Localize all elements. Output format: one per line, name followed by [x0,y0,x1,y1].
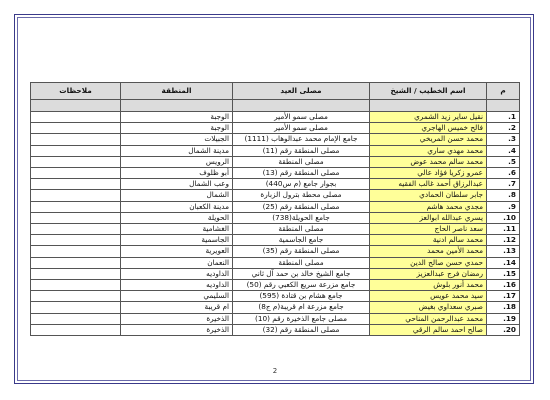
row-number-cell: 18. [487,302,520,313]
header-region: المنطقة [121,83,233,100]
notes-cell [31,313,121,324]
notes-cell [31,268,121,279]
notes-cell [31,291,121,302]
row-number-cell: 19. [487,313,520,324]
notes-cell [31,112,121,123]
table-row [31,235,520,246]
row-number-cell: 8. [487,190,520,201]
table-row [31,156,520,167]
eid-prayer-place-cell: بجوار جامع (م س440) [233,179,370,190]
table-row [31,324,520,335]
eid-prayer-place-cell: مصلى جامع الذخيرة رقم (10) [233,313,370,324]
table-row [31,246,520,257]
notes-cell [31,302,121,313]
eid-prayer-place-cell: مصلى المنطقة رقم (32) [233,324,370,335]
preacher-name-cell: عبدالرزاق أحمد غالب الفقيه [370,179,487,190]
preacher-name-cell: صبري سعداوي بغيض [370,302,487,313]
preacher-name-cell: محمد مهدي ساري [370,145,487,156]
preacher-name-cell: يسري عبدالله ابوالعز [370,212,487,223]
row-number-cell: 12. [487,235,520,246]
region-cell: النعمان [121,257,233,268]
row-number-cell: 4. [487,145,520,156]
table-row [31,212,520,223]
region-cell: الجبيلات [121,134,233,145]
preacher-name-cell: سعد ناصر الحاج [370,224,487,235]
subheader-cell [31,100,121,112]
eid-prayer-place-cell: مصلى المنطقة رقم (11) [233,145,370,156]
eid-prayer-place-cell: جامع مزرعة سريع الكعبي رقم (50) [233,280,370,291]
row-number-cell: 1. [487,112,520,123]
region-cell: الغشامية [121,224,233,235]
row-number-cell: 3. [487,134,520,145]
table-row [31,201,520,212]
eid-prayer-place-cell: مصلى محطة بترول الزبارة [233,190,370,201]
region-cell: الذخيرة [121,324,233,335]
preacher-name-cell: جابر سلطان الحمادي [370,190,487,201]
subheader-cell [121,100,233,112]
subheader-cell [370,100,487,112]
table-row [31,145,520,156]
row-number-cell: 7. [487,179,520,190]
region-cell: الذخيرة [121,313,233,324]
preacher-name-cell: حمدي حسن صالح الدين [370,257,487,268]
header-name: اسم الخطيب / الشيخ [370,83,487,100]
region-cell: الرويس [121,156,233,167]
table-row [31,291,520,302]
preachers-table [30,82,520,336]
row-number-cell: 20. [487,324,520,335]
eid-prayer-place-cell: جامع الحويلة(738) [233,212,370,223]
preacher-name-cell: عمرو زكريا فؤاد عالي [370,168,487,179]
notes-cell [31,280,121,291]
page-number: 2 [272,367,278,375]
notes-cell [31,179,121,190]
row-number-cell: 17. [487,291,520,302]
table-row [31,280,520,291]
preacher-name-cell: مجدي محمد هاشم [370,201,487,212]
subheader-cell [487,100,520,112]
region-cell: ام قريبة [121,302,233,313]
table-row [31,179,520,190]
eid-prayer-place-cell: جامع الجاسمية [233,235,370,246]
eid-prayer-place-cell: مصلى المنطقة [233,224,370,235]
notes-cell [31,123,121,134]
preacher-name-cell: فالح خميس الهاجري [370,123,487,134]
notes-cell [31,324,121,335]
region-cell: أبو ظلوف [121,168,233,179]
eid-prayer-place-cell: جامع الإمام محمد عبدالوهاب (1111) [233,134,370,145]
row-number-cell: 15. [487,268,520,279]
table-body [31,112,520,336]
header-notes: ملاحظات [31,83,121,100]
eid-prayer-place-cell: مصلى المنطقة رقم (25) [233,201,370,212]
notes-cell [31,201,121,212]
table-row [31,302,520,313]
region-cell: الجاسمية [121,235,233,246]
region-cell: العويرية [121,246,233,257]
region-cell: الوجبة [121,112,233,123]
preacher-name-cell: محمد الأمين محمد [370,246,487,257]
preacher-name-cell: سيد محمد عويس [370,291,487,302]
row-number-cell: 11. [487,224,520,235]
notes-cell [31,145,121,156]
table-row [31,168,520,179]
region-cell: السليمي [121,291,233,302]
eid-prayer-place-cell: جامع الشيخ خالد بن حمد آل ثاني [233,268,370,279]
preacher-name-cell: محمد عبدالرحمن المناحي [370,313,487,324]
eid-prayer-place-cell: جامع مزرعة ام قريبة(م ج8) [233,302,370,313]
preacher-name-cell: محمد أنور بلوش [370,280,487,291]
notes-cell [31,156,121,167]
eid-prayer-place-cell: مصلى المنطقة [233,257,370,268]
row-number-cell: 10. [487,212,520,223]
eid-prayer-place-cell: مصلى سمو الأمير [233,123,370,134]
header-num: م [487,83,520,100]
table-row [31,190,520,201]
table-row [31,134,520,145]
preacher-name-cell: رمضان فرج عبدالعزيز [370,268,487,279]
row-number-cell: 13. [487,246,520,257]
table-header-row [31,83,520,100]
region-cell: الداوديه [121,268,233,279]
notes-cell [31,224,121,235]
header-mosque: مصلى العيد [233,83,370,100]
preacher-name-cell: محمد سالم محمد عوض [370,156,487,167]
row-number-cell: 9. [487,201,520,212]
notes-cell [31,134,121,145]
table-row [31,313,520,324]
eid-prayer-place-cell: مصلى المنطقة رقم (13) [233,168,370,179]
preacher-name-cell: محمد سالم ادنية [370,235,487,246]
table-row [31,123,520,134]
notes-cell [31,168,121,179]
notes-cell [31,190,121,201]
notes-cell [31,257,121,268]
eid-prayer-place-cell: مصلى المنطقة رقم (35) [233,246,370,257]
region-cell: الشمال [121,190,233,201]
table-row [31,224,520,235]
subheader-cell [233,100,370,112]
table-row [31,257,520,268]
table-row [31,268,520,279]
row-number-cell: 2. [487,123,520,134]
region-cell: الداوديه [121,280,233,291]
region-cell: مدينة الشمال [121,145,233,156]
table-subheader-row [31,100,520,112]
notes-cell [31,235,121,246]
preacher-name-cell: نقيل ساير زيد الشمري [370,112,487,123]
table-row [31,112,520,123]
region-cell: وعب الشمال [121,179,233,190]
row-number-cell: 5. [487,156,520,167]
region-cell: الوجبة [121,123,233,134]
notes-cell [31,246,121,257]
preacher-name-cell: صالح احمد سالم الرقي [370,324,487,335]
eid-prayer-place-cell: مصلى المنطقة [233,156,370,167]
eid-prayer-place-cell: جامع هشام بن قتادة (595) [233,291,370,302]
row-number-cell: 16. [487,280,520,291]
region-cell: الحويلة [121,212,233,223]
region-cell: مدينة الكعبان [121,201,233,212]
row-number-cell: 6. [487,168,520,179]
row-number-cell: 14. [487,257,520,268]
notes-cell [31,212,121,223]
eid-prayer-place-cell: مصلى سمو الأمير [233,112,370,123]
preacher-name-cell: محمد حسن المريخي [370,134,487,145]
